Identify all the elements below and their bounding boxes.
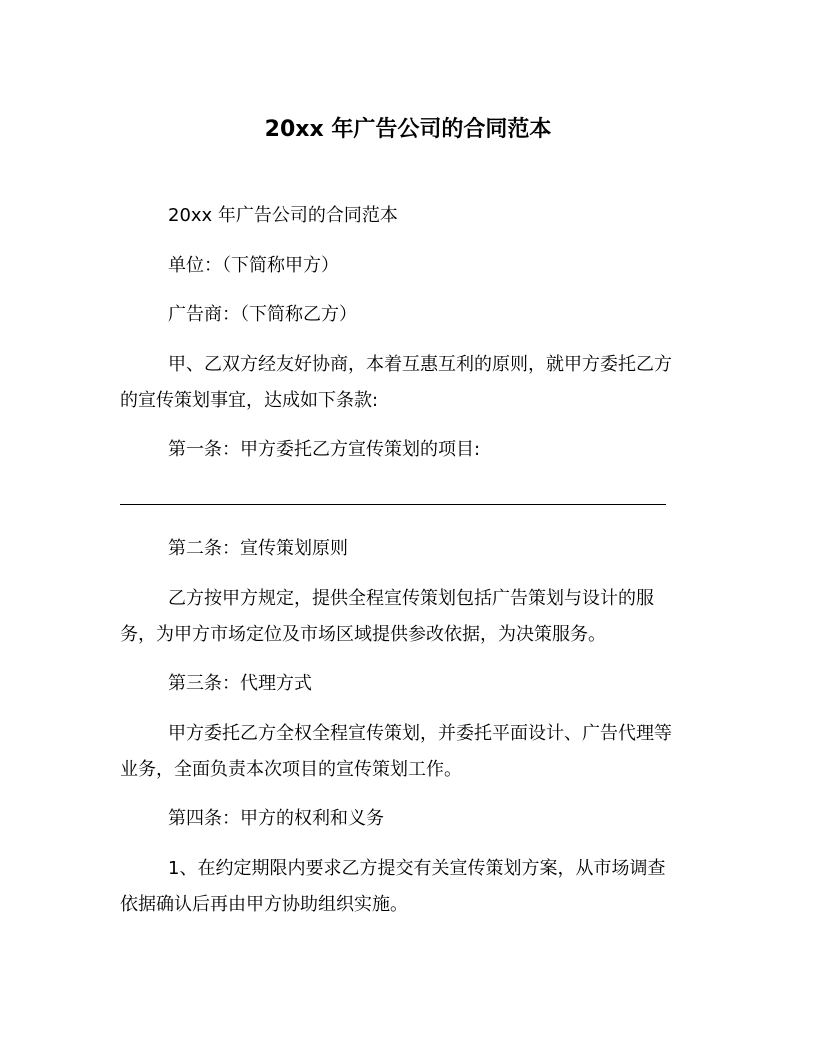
article-2-body [120, 581, 700, 653]
article-1-heading: 第一条：甲方委托乙方宣传策划的项目: [168, 439, 481, 460]
article-4-item-1 [120, 851, 700, 923]
article-2-heading: 第二条：宣传策划原则 [168, 538, 348, 559]
blank-fill-line [120, 482, 700, 518]
article-4-item-1-line-1: 1、在约定期限内要求乙方提交有关宣传策划方案，从市场调查 [168, 857, 666, 879]
article-4-heading: 第四条：甲方的权利和义务 [168, 808, 384, 829]
paragraph-heading-repeat: 20xx 年广告公司的合同范本 [168, 205, 398, 226]
paragraph-party-b: 广告商：（下简称乙方） [168, 304, 357, 325]
paragraph-agreement-intro-line-2: 的宣传策划事宜，达成如下条款: [120, 389, 379, 411]
article-3-heading: 第三条：代理方式 [168, 673, 312, 694]
article-4-item-1-line-2: 依据确认后再由甲方协助组织实施。 [120, 893, 408, 915]
paragraph-party-a: 单位：（下简称甲方） [168, 254, 339, 276]
paragraph-agreement-intro [120, 347, 700, 419]
article-2-body-line-1: 乙方按甲方规定，提供全程宣传策划包括广告策划与设计的服 [168, 587, 654, 609]
paragraph-agreement-intro-line-1: 甲、乙双方经友好协商，本着互惠互利的原则，就甲方委托乙方 [168, 353, 672, 375]
article-3-body-line-2: 业务，全面负责本次项目的宣传策划工作。 [120, 758, 462, 780]
underline-blank [120, 482, 666, 518]
article-2-body-line-2: 务，为甲方市场定位及市场区域提供参改依据，为决策服务。 [120, 623, 606, 645]
document-title: 20xx 年广告公司的合同范本 [264, 117, 552, 142]
article-3-body [120, 716, 700, 788]
article-3-body-line-1: 甲方委托乙方全权全程宣传策划，并委托平面设计、广告代理等 [168, 722, 672, 744]
document-body [120, 198, 700, 936]
